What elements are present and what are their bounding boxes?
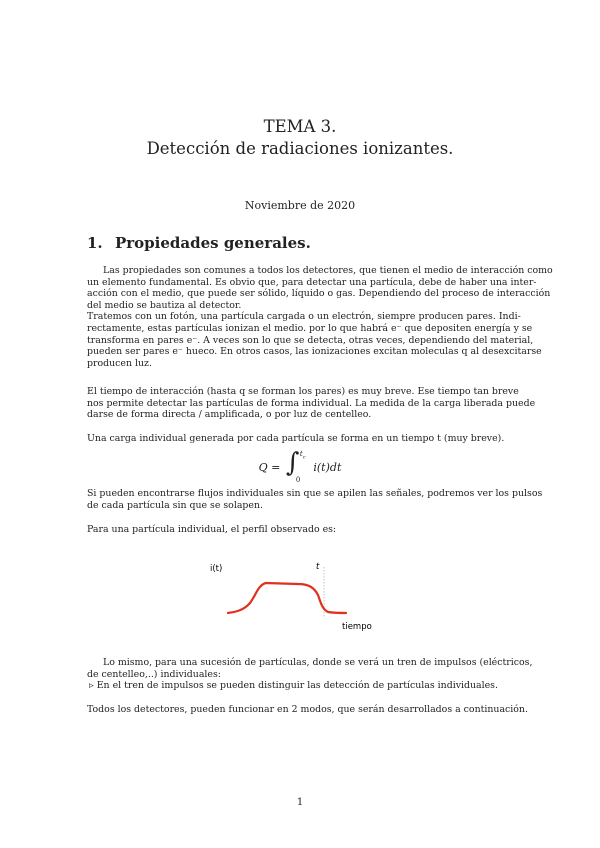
text-line: Las propiedades son comunes a todos los detectores, que tienen el medio de interacción como xyxy=(103,265,553,276)
integral-equation xyxy=(0,448,600,484)
text-line: de cada partícula sin que se solapen. xyxy=(87,499,263,511)
text-line: pueden ser pares e⁻ hueco. En otros casos, las ionizaciones excitan moleculas q al desexcitarse xyxy=(87,346,542,358)
equation-lhs: Q = xyxy=(258,461,281,474)
section-heading xyxy=(87,234,311,252)
integrand: i(t)dt xyxy=(313,461,342,474)
integral-upper-limit: $t_c$ xyxy=(299,450,306,461)
figure-t-label: t xyxy=(316,562,320,572)
integral-sign: ∫ $t_c$ 0 xyxy=(285,448,306,484)
text-line: Lo mismo, para una sucesión de partículas, donde se verá un tren de impulsos (eléctricos, xyxy=(103,657,533,668)
pulse-curve xyxy=(228,583,346,613)
paragraph-7 xyxy=(87,704,528,716)
figure-y-label: i(t) xyxy=(210,564,223,574)
document-title: TEMA 3. xyxy=(263,117,337,136)
paragraph-4 xyxy=(87,488,543,511)
text-line: Tratemos con un fotón, una partícula cargada o un electrón, siempre producen pares. Indi- xyxy=(87,311,521,323)
text-line: Todos los detectores, pueden funcionar en 2 modos, que serán desarrollados a continuación. xyxy=(87,704,528,715)
bullet-text: En el tren de impulsos se pueden distinguir las detección de partículas individuales. xyxy=(96,680,498,692)
triangle-bullet-icon: ▹ xyxy=(89,680,94,692)
paragraph-2 xyxy=(87,386,536,421)
integral-lower-limit: 0 xyxy=(295,476,301,484)
paragraph-5 xyxy=(87,524,513,536)
figure-x-label: tiempo xyxy=(342,622,372,632)
text-line: darse de forma directa / amplificada, o por luz de centelleo. xyxy=(87,409,372,421)
text-line: Una carga individual generada por cada partícula se forma en un tiempo t (muy breve). xyxy=(87,433,505,444)
text-line: nos permite detectar las partículas de forma individual. La medida de la carga liberada puede xyxy=(87,397,536,409)
text-line: de centelleo,..) individuales: xyxy=(87,668,221,680)
text-line: El tiempo de interacción (hasta q se forman los pares) es muy breve. Ese tiempo tan breve xyxy=(87,386,519,397)
paragraph-3 xyxy=(87,433,513,445)
paragraph-6 xyxy=(87,657,533,692)
text-line: transforma en pares e⁻. A veces son lo que se detecta, otras veces, dependiendo del material, xyxy=(87,334,534,346)
text-line: rectamente, estas partículas ionizan el medio. por lo que habrá e⁻ que depositen energía y se xyxy=(87,322,533,334)
bullet-item xyxy=(87,680,513,692)
pulse-profile-figure xyxy=(200,555,390,640)
text-line: del medio se bautiza al detector. xyxy=(87,299,242,311)
text-line: Si pueden encontrarse flujos individuales sin que se apilen las señales, podremos ver los pulsos xyxy=(87,488,543,499)
page-number: 1 xyxy=(296,797,304,808)
document-subtitle: Detección de radiaciones ionizantes. xyxy=(146,139,454,158)
text-line: Para una partícula individual, el perfil observado es: xyxy=(87,524,337,535)
document-date: Noviembre de 2020 xyxy=(244,199,356,212)
section-title: Propiedades generales. xyxy=(115,234,311,252)
paragraph-1 xyxy=(87,265,553,369)
text-line: un elemento fundamental. Es obvio que, para detectar una partícula, debe de haber una inter- xyxy=(87,276,537,288)
text-line: producen luz. xyxy=(87,357,152,369)
section-number: 1. xyxy=(87,234,103,252)
text-line: acción con el medio, que puede ser sólido, líquido o gas. Dependiendo del proceso de interacción xyxy=(87,288,551,300)
